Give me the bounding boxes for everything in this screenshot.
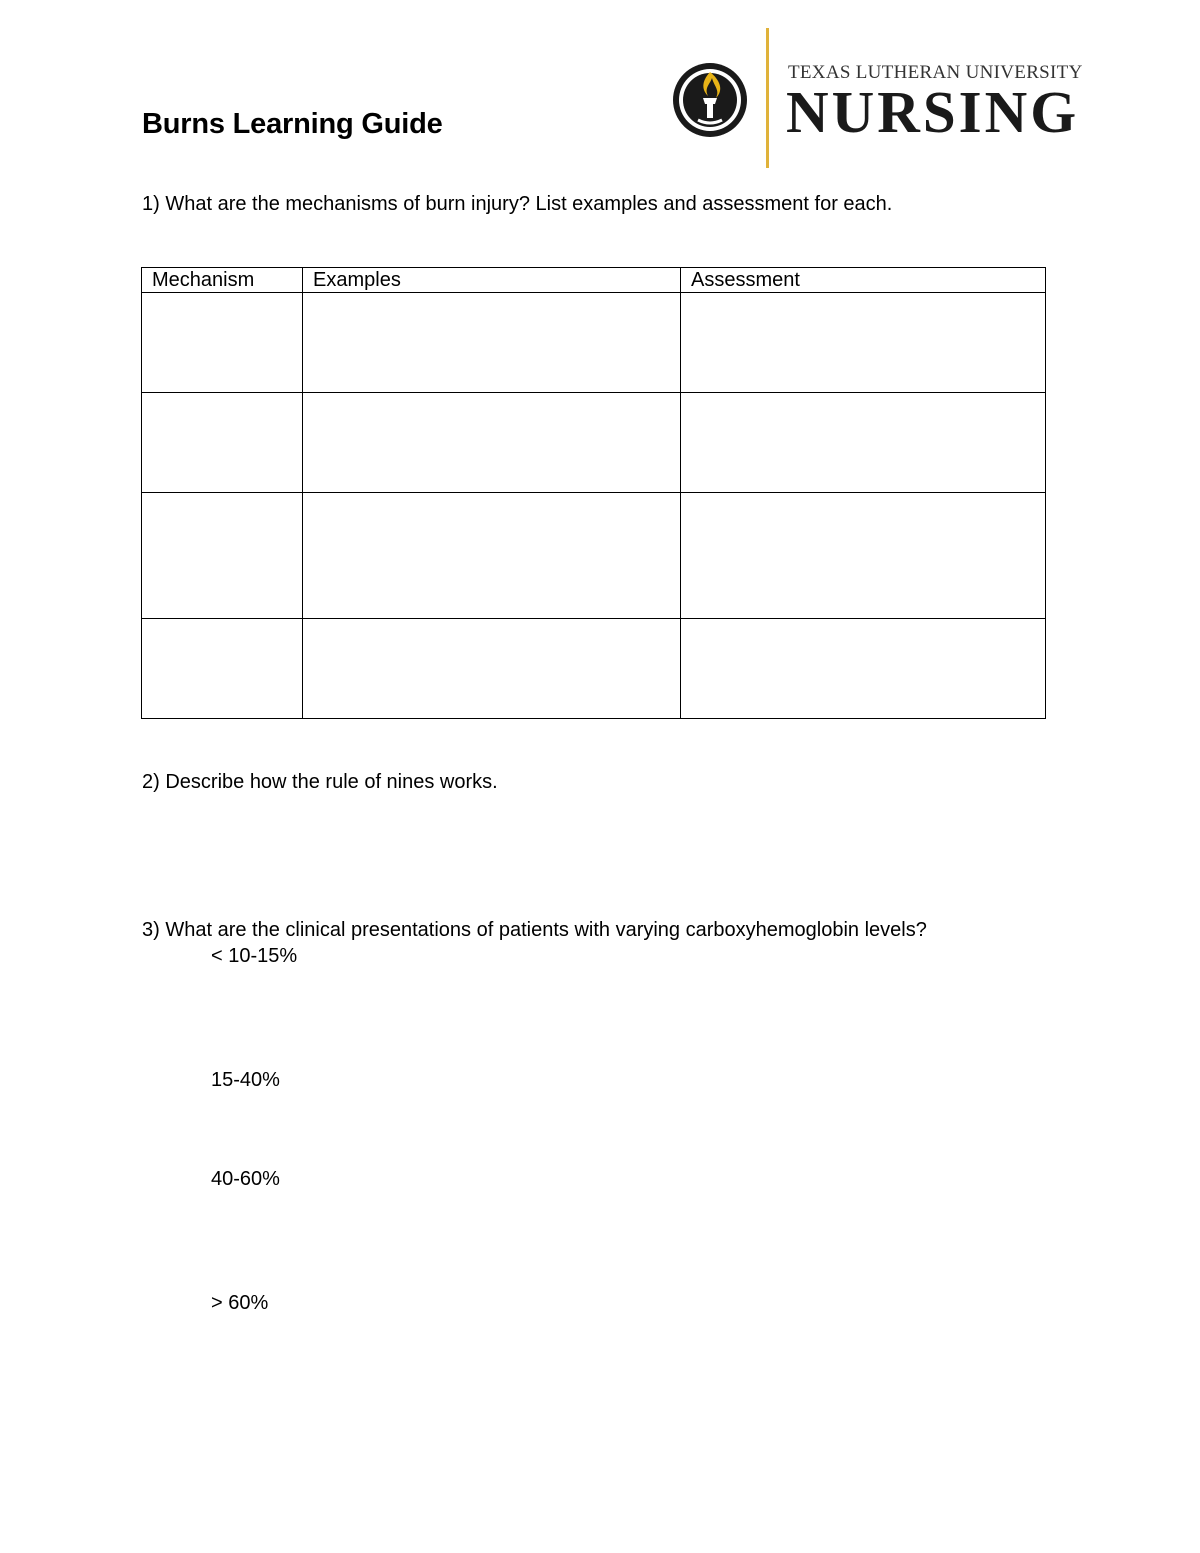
cell-examples[interactable] [303, 393, 681, 493]
cell-assessment[interactable] [681, 393, 1046, 493]
cell-examples[interactable] [303, 619, 681, 719]
question-1: 1) What are the mechanisms of burn injury? List examples and assessment for each. [142, 193, 893, 215]
table-row [142, 293, 1046, 393]
question-2: 2) Describe how the rule of nines works. [142, 771, 498, 793]
page-title: Burns Learning Guide [142, 108, 443, 140]
cell-assessment[interactable] [681, 619, 1046, 719]
level-under-15: < 10-15% [211, 945, 298, 967]
table-row [142, 619, 1046, 719]
cell-mechanism[interactable] [142, 493, 303, 619]
table-row [142, 493, 1046, 619]
level-15-40: 15-40% [211, 1069, 280, 1091]
table-header-row [142, 268, 1046, 293]
level-over-60: > 60% [211, 1292, 269, 1314]
cell-mechanism[interactable] [142, 619, 303, 719]
header-examples: Examples [303, 268, 681, 293]
cell-examples[interactable] [303, 293, 681, 393]
mechanism-table [141, 267, 1046, 719]
level-40-60: 40-60% [211, 1168, 280, 1190]
header-assessment: Assessment [681, 268, 1046, 293]
cell-examples[interactable] [303, 493, 681, 619]
logo-university-text: TEXAS LUTHERAN UNIVERSITY [788, 62, 1083, 83]
university-logo [668, 28, 1098, 170]
logo-department-text: NURSING [786, 79, 1080, 145]
torch-seal-icon [673, 63, 747, 137]
cell-mechanism[interactable] [142, 293, 303, 393]
table-row [142, 393, 1046, 493]
cell-assessment[interactable] [681, 493, 1046, 619]
cell-mechanism[interactable] [142, 393, 303, 493]
header-mechanism: Mechanism [142, 268, 303, 293]
cell-assessment[interactable] [681, 293, 1046, 393]
question-3: 3) What are the clinical presentations of patients with varying carboxyhemoglobin levels? [142, 919, 927, 941]
